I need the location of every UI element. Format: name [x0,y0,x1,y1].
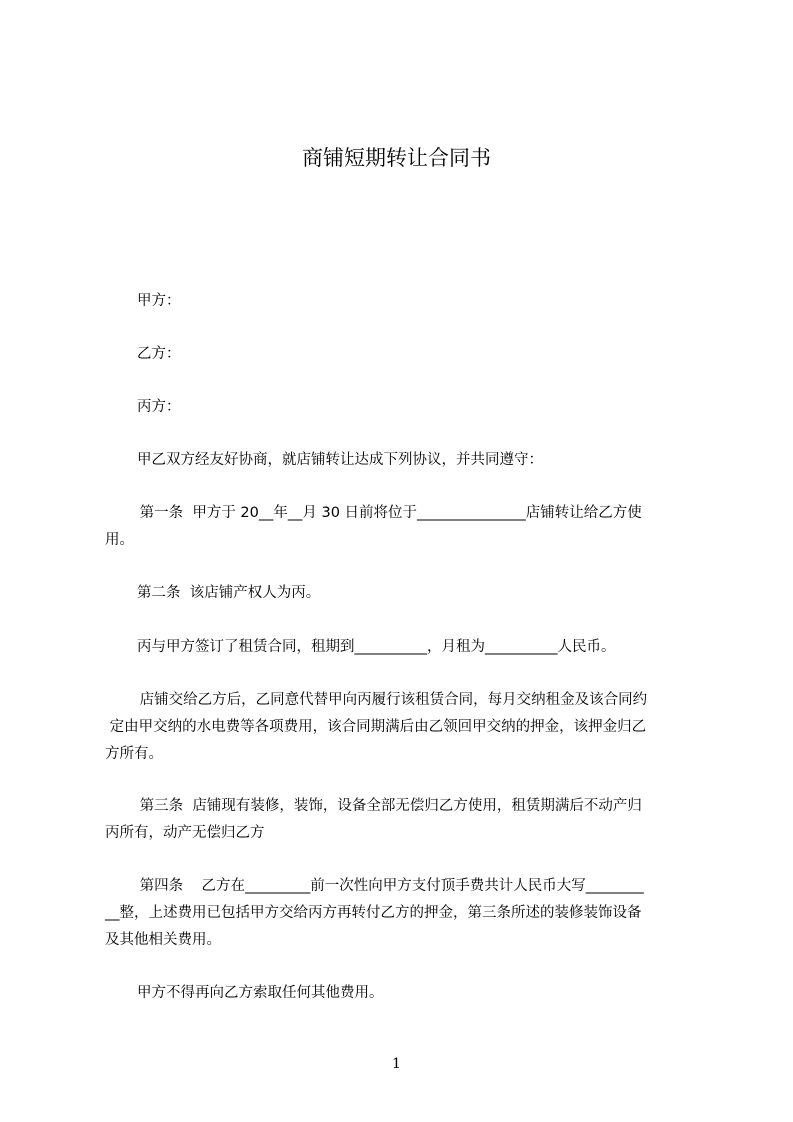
paragraph-line: 丙方： [137,399,181,415]
paragraph-line: 甲方不得再向乙方索取任何其他费用。 [137,985,384,1001]
paragraph-line: 店铺交给乙方后，乙同意代替甲向丙履行该租赁合同，每月交纳租金及该合同约 [135,692,648,708]
paragraph-line: 方所有。 [105,746,163,762]
document-title: 商铺短期转让合同书 [302,146,491,170]
page-number: 1 [392,1056,401,1072]
party-b-line [105,341,702,368]
paragraph-line: 及其他相关费用。 [105,932,221,948]
article-2 [105,580,702,607]
party-a-line [105,288,702,315]
paragraph-line: __整，上述费用已包括甲方交给丙方再转付乙方的押金，第三条所述的装修装饰设备 [105,905,642,921]
paragraph-line: 丙与甲方签订了租赁合同，租期到__________，月租为__________人民币。 [137,639,616,655]
paragraph-line: 乙方： [137,346,181,362]
paragraph-line: 第三条 店铺现有装修，装饰，设备全部无偿归乙方使用，租赁期满后不动产归 [135,798,642,814]
article-4 [105,873,702,954]
handover-paragraph [105,687,702,768]
paragraph-line: 甲方： [137,293,181,309]
party-c-line [105,394,702,421]
paragraph-line: 第一条 甲方于 20__年__月 30 日前将位于_______________店铺转让给乙方使 [135,505,642,521]
paragraph-line: 甲乙双方经友好协商，就店铺转让达成下列协议，并共同遵守： [137,452,543,468]
agreement-intro [105,447,702,474]
lease-contract-paragraph [105,634,702,661]
article-1 [105,500,702,554]
paragraph-line: 第四条 乙方在_________前一次性向甲方支付顶手费共计人民币大写________ [135,878,644,894]
paragraph-line: 丙所有，动产无偿归乙方 [105,825,265,841]
no-other-fees-paragraph [105,980,702,1007]
article-3 [105,793,702,847]
paragraph-line: 定由甲交纳的水电费等各项费用，该合同期满后由乙领回甲交纳的押金，该押金归乙 [105,719,647,735]
paragraph-line: 用。 [105,532,134,548]
paragraph-line: 第二条 该店铺产权人为丙。 [137,585,321,601]
